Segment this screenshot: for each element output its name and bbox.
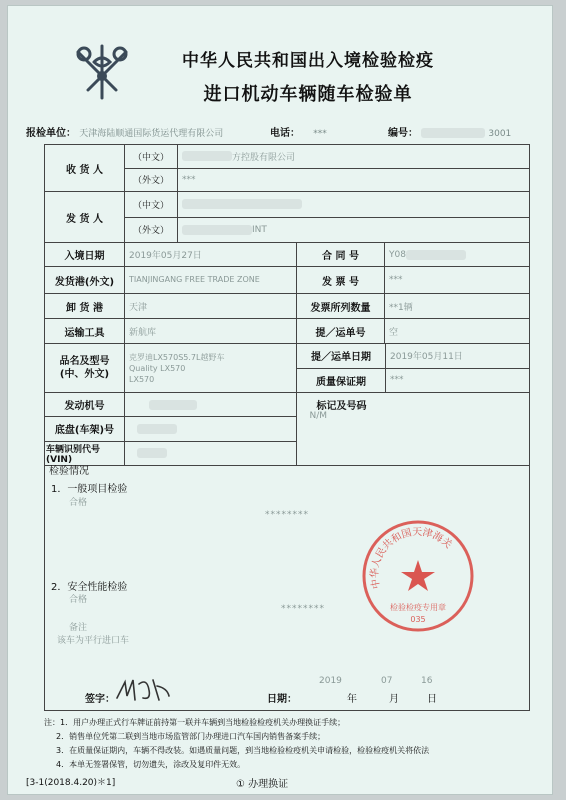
month-value: 07 [381, 676, 393, 686]
cn-label: （中文） [125, 192, 178, 217]
consignor-label: 发 货 人 [45, 192, 125, 242]
phone-value: *** [313, 129, 327, 139]
engine-label: 发动机号 [45, 393, 125, 416]
entry-date-row [45, 243, 529, 267]
transport-label: 运输工具 [45, 319, 125, 343]
inspection-form-sheet [8, 6, 552, 794]
bl-date-label: 提／运单日期 [297, 344, 386, 368]
redacted-block [406, 250, 466, 260]
transport-value: 新航库 [125, 319, 297, 343]
engine-row [45, 393, 296, 417]
applicant-value: 天津海陆顺通国际货运代理有限公司 [79, 129, 224, 139]
engine-value [125, 393, 296, 416]
note-line-3: 3．在质量保证期内，车辆不得改装。如遇质量问题，到当地检验检疫机关申请检验，检验检疫机关将依法 [56, 746, 430, 755]
day-label: 日 [427, 694, 437, 705]
consignor-en-cell [178, 218, 529, 243]
serial-number-value: 3001 [488, 129, 512, 139]
quantity-label: 发票所列数量 [297, 294, 385, 318]
consignor-en-value: INT [252, 224, 267, 235]
inspection-heading: 检验情况 [49, 466, 89, 477]
consignor-cn-cell [178, 192, 529, 217]
consignor-values [125, 192, 529, 242]
form-title-line2: 进口机动车辆随车检验单 [203, 84, 413, 105]
cn-label: （中文） [125, 145, 178, 168]
general-inspection-label: 1．一般项目检验 [51, 484, 128, 495]
form-title-line1: 中华人民共和国出入境检验检疫 [182, 51, 434, 71]
product-label [45, 344, 125, 392]
product-value-line3: LX570 [129, 374, 155, 384]
warranty-value: *** [390, 375, 404, 386]
note-line-4: 4．本单无签署保管，切勿遗失，涂改及复印件无效。 [56, 760, 246, 769]
redacted-block [137, 424, 177, 434]
vehicle-id-left [45, 393, 297, 465]
applicant-label: 报检单位： [26, 128, 76, 139]
form-code: [3-1(2018.4.20)＊1] [26, 778, 116, 788]
safety-inspection-stars: ******** [281, 604, 325, 614]
notes-block [44, 716, 528, 772]
consignee-cn-cell [178, 145, 529, 168]
product-label-line2: (中、外文) [59, 369, 110, 380]
warranty-row [297, 369, 529, 393]
redacted-block [137, 448, 167, 458]
year-label: 年 [347, 694, 357, 705]
consignee-cn-value: 方控股有限公司 [232, 152, 296, 163]
unload-port-row [45, 294, 529, 319]
redacted-block [421, 128, 485, 138]
vin-label: 车辆识别代号(VIN) [45, 442, 125, 465]
port-row [45, 267, 529, 294]
unload-port-value: 天津 [125, 294, 297, 318]
redacted-block [182, 199, 302, 209]
seal-code: 035 [410, 615, 426, 624]
chassis-value [125, 417, 296, 440]
customs-seal-stamp [360, 518, 476, 634]
month-label: 月 [389, 694, 399, 705]
consignee-en-value: *** [182, 174, 196, 185]
bill-of-lading-value: 空 [389, 327, 399, 338]
product-row [45, 344, 529, 393]
en-label: （外文） [125, 169, 178, 192]
phone-field [270, 124, 327, 139]
seal-subtext: 检验检疫专用章 [390, 603, 446, 612]
unload-port-label: 卸 货 港 [45, 294, 125, 318]
product-value [125, 344, 297, 392]
note-line-2: 2．销售单位凭第二联到当地市场监管部门办理进口汽车国内销售备案手续； [56, 732, 326, 741]
day-value: 16 [421, 676, 433, 686]
marks-cell [297, 393, 529, 465]
general-inspection-stars: ******** [265, 510, 309, 520]
warranty-label: 质量保证期 [297, 369, 386, 393]
customs-emblem-icon [64, 42, 140, 104]
bill-of-lading-label: 提／运单号 [297, 319, 385, 343]
applicant-field [26, 124, 223, 139]
consignor-cn-row [125, 192, 529, 218]
vehicle-id-row [45, 393, 529, 465]
consignee-values [125, 145, 529, 191]
consignor-row [45, 192, 529, 243]
redacted-block [182, 151, 232, 161]
entry-date-label: 入境日期 [45, 243, 125, 266]
date-label: 日期： [267, 694, 297, 705]
note-line-1: 注：1．用户办理正式行车牌证前持第一联并车辆到当地检验检疫机关办理换证手续； [44, 718, 346, 727]
product-value-line2: Quality LX570 [129, 363, 186, 373]
consignee-en-row [125, 169, 529, 192]
bl-date-row [297, 344, 529, 369]
contract-cell [385, 243, 529, 266]
quantity-value: **1辆 [389, 302, 413, 313]
port-value: TIANJINGANG FREE TRADE ZONE [125, 267, 297, 293]
safety-inspection-result: 合格 [69, 595, 88, 605]
vehicle-info-table [44, 144, 530, 466]
signature-scribble-icon [113, 674, 173, 704]
seal-text: 中华人民共和国天津海关 [369, 527, 454, 590]
product-value-line1: 克罗迪LX570S5.7L越野车 [129, 352, 225, 362]
redacted-block [182, 225, 252, 235]
consignee-label: 收 货 人 [45, 145, 125, 191]
contract-value: Y08 [389, 249, 406, 260]
consignor-en-row [125, 218, 529, 243]
safety-inspection-label: 2．安全性能检验 [51, 582, 128, 593]
general-inspection-result: 合格 [69, 498, 88, 508]
marks-label: 标记及号码 [316, 401, 367, 412]
consignee-row [45, 145, 529, 192]
marks-value: N/M [309, 411, 328, 421]
chassis-label: 底盘(车架)号 [45, 417, 125, 440]
phone-label: 电话： [270, 128, 300, 139]
contract-label: 合 同 号 [297, 243, 385, 266]
remark-label: 备注 [69, 623, 88, 633]
serial-number-field [388, 124, 511, 139]
en-label: （外文） [125, 218, 178, 243]
redacted-block [149, 400, 197, 410]
year-value: 2019 [319, 676, 342, 686]
signature-label: 签字： [85, 694, 115, 705]
copy-purpose-label: ① 办理换证 [236, 779, 289, 790]
product-right-cells [297, 344, 529, 392]
invoice-value: *** [389, 275, 403, 285]
serial-number-label: 编号： [388, 128, 418, 139]
chassis-row [45, 417, 296, 441]
invoice-label: 发 票 号 [297, 267, 385, 293]
consignee-cn-row [125, 145, 529, 169]
entry-date-value: 2019年05月27日 [125, 243, 297, 266]
remark-text: 该车为平行进口车 [57, 636, 130, 646]
product-label-line1: 品名及型号 [59, 356, 110, 367]
port-label: 发货港(外文) [45, 267, 125, 293]
transport-row [45, 319, 529, 344]
bl-date-value: 2019年05月11日 [390, 352, 463, 363]
